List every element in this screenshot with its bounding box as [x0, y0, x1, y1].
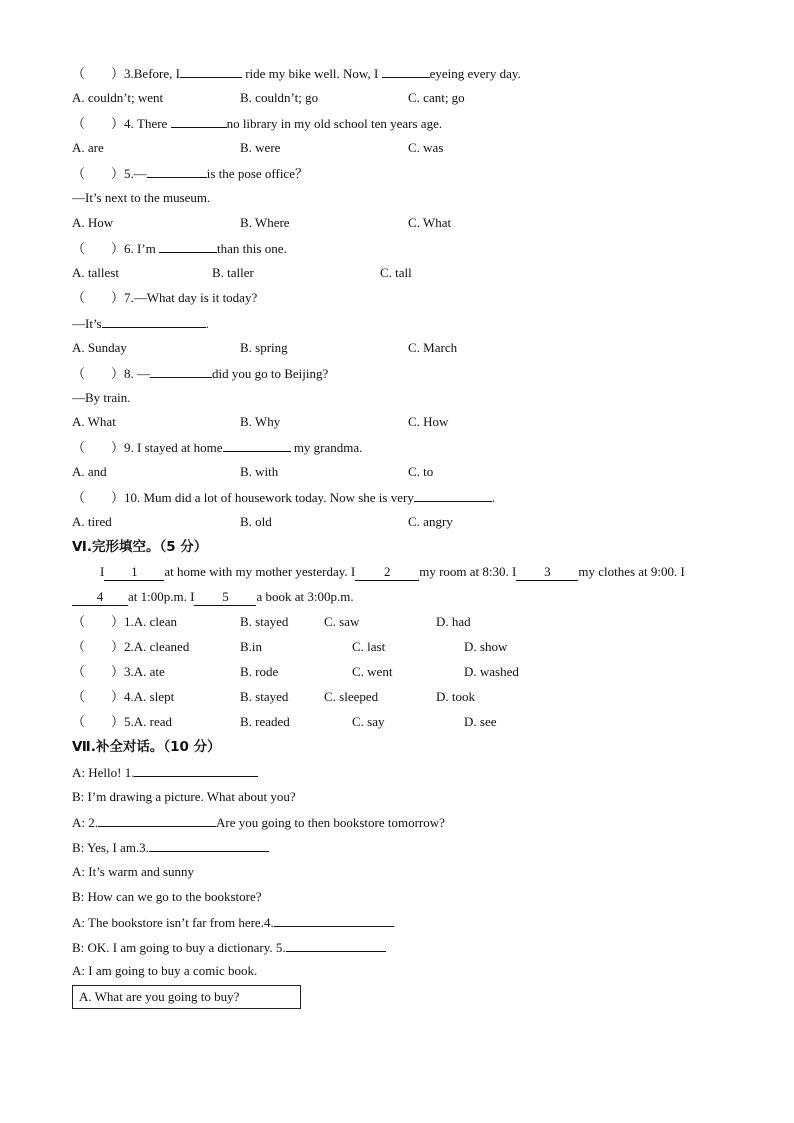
cloze-item-1[interactable]: （ ）1.A. clean — [72, 614, 178, 629]
question-stem: did you go to Beijing? — [212, 366, 329, 381]
answer-blank[interactable] — [414, 487, 492, 502]
dialog-line-4 — [72, 837, 269, 857]
option-a[interactable]: A. What — [72, 414, 116, 429]
option-a[interactable]: A. How — [72, 215, 114, 230]
option-b[interactable]: B. taller — [212, 265, 254, 280]
answer-blank[interactable] — [147, 163, 207, 178]
question-7: （ ）7.—What day is it today? — [72, 290, 258, 305]
answer-blank[interactable] — [382, 63, 430, 78]
question-10 — [72, 487, 495, 507]
option-b[interactable]: B. rode — [240, 664, 279, 679]
option-c[interactable]: C. was — [408, 140, 444, 155]
option-c[interactable]: C. went — [352, 664, 393, 679]
answer-blank[interactable] — [180, 63, 242, 78]
cloze-item-3[interactable]: （ ）3.A. ate — [72, 664, 165, 679]
option-b[interactable]: B. Where — [240, 215, 290, 230]
cloze-passage-line-2 — [72, 587, 354, 607]
cloze-blank-4[interactable]: 4 — [72, 589, 128, 606]
dialog-line-2: B: I’m drawing a picture. What about you? — [72, 789, 296, 804]
dialog-text: B: Yes, I am.3. — [72, 840, 149, 855]
option-b[interactable]: B.in — [240, 639, 263, 654]
passage-text: a book at 3:00p.m. — [256, 589, 354, 604]
passage-text: at home with my mother yesterday. I — [164, 564, 356, 579]
question-stem: （ ）10. Mum did a lot of housework today. Now she is very — [72, 490, 414, 505]
answer-blank[interactable] — [134, 762, 258, 777]
answer-blank[interactable] — [286, 937, 386, 952]
question-4 — [72, 113, 442, 133]
option-a[interactable]: A. tired — [72, 514, 112, 529]
question-3 — [72, 63, 521, 83]
cloze-blank-3[interactable]: 3 — [516, 564, 578, 581]
option-b[interactable]: B. old — [240, 514, 272, 529]
option-b[interactable]: B. stayed — [240, 689, 289, 704]
cloze-item-5[interactable]: （ ）5.A. read — [72, 714, 173, 729]
cloze-blank-2[interactable]: 2 — [355, 564, 419, 581]
option-b[interactable]: B. were — [240, 140, 281, 155]
option-c[interactable]: C. saw — [324, 614, 360, 629]
cloze-item-2[interactable]: （ ）2.A. cleaned — [72, 639, 190, 654]
question-stem: ride my bike well. Now, I — [241, 66, 382, 81]
option-d[interactable]: D. took — [436, 689, 475, 704]
option-b[interactable]: B. readed — [240, 714, 290, 729]
dialog-text: A: The bookstore isn’t far from here.4. — [72, 915, 274, 930]
option-d[interactable]: D. had — [436, 614, 471, 629]
question-stem: （ ）4. There — [72, 116, 171, 131]
passage-text: my clothes at 9:00. I — [578, 564, 685, 579]
option-c[interactable]: C. say — [352, 714, 385, 729]
option-c[interactable]: C. How — [408, 414, 449, 429]
option-c[interactable]: C. cant; go — [408, 90, 465, 105]
passage-text: my room at 8:30. I — [419, 564, 517, 579]
question-reply: —It’s next to the museum. — [72, 190, 211, 205]
cloze-blank-1[interactable]: 1 — [104, 564, 164, 581]
option-a[interactable]: A. and — [72, 464, 107, 479]
option-c[interactable]: C. angry — [408, 514, 453, 529]
dialog-text: Are you going to then bookstore tomorrow? — [216, 815, 445, 830]
option-b[interactable]: B. couldn’t; go — [240, 90, 319, 105]
option-c[interactable]: C. tall — [380, 265, 412, 280]
dialog-line-5: A: It’s warm and sunny — [72, 864, 195, 879]
passage-text: at 1:00p.m. I — [128, 589, 195, 604]
option-d[interactable]: D. show — [464, 639, 508, 654]
option-a[interactable]: A. couldn’t; went — [72, 90, 164, 105]
answer-blank[interactable] — [102, 313, 206, 328]
dialog-line-1 — [72, 762, 258, 782]
question-stem: is the pose office？ — [206, 166, 308, 181]
answer-blank[interactable] — [159, 238, 217, 253]
question-stem: than this one. — [217, 241, 287, 256]
passage-text: I — [100, 564, 105, 579]
question-stem: my grandma. — [290, 440, 363, 455]
question-9 — [72, 437, 362, 457]
section-heading-dialog: Ⅶ.补全对话。（10 分） — [72, 739, 221, 755]
option-b[interactable]: B. spring — [240, 340, 288, 355]
dialog-text: A: Hello! 1. — [72, 765, 135, 780]
dialog-text: B: OK. I am going to buy a dictionary. 5. — [72, 940, 286, 955]
option-a[interactable]: A. are — [72, 140, 104, 155]
dialog-line-9: A: I am going to buy a comic book. — [72, 963, 258, 978]
option-c[interactable]: C. March — [408, 340, 458, 355]
option-b[interactable]: B. Why — [240, 414, 281, 429]
option-c[interactable]: C. sleeped — [324, 689, 379, 704]
cloze-item-4[interactable]: （ ）4.A. slept — [72, 689, 175, 704]
question-8 — [72, 363, 328, 383]
option-c[interactable]: C. What — [408, 215, 452, 230]
answer-blank[interactable] — [223, 437, 291, 452]
option-d[interactable]: D. see — [464, 714, 497, 729]
question-5 — [72, 163, 308, 183]
option-b[interactable]: B. with — [240, 464, 279, 479]
option-a[interactable]: A. tallest — [72, 265, 119, 280]
question-stem: （ ）5.— — [72, 166, 147, 181]
option-d[interactable]: D. washed — [464, 664, 519, 679]
question-stem: . — [491, 490, 496, 505]
question-stem: eyeing every day. — [429, 66, 521, 81]
option-c[interactable]: C. last — [352, 639, 386, 654]
question-stem: （ ）3.Before, I — [72, 66, 180, 81]
answer-option-box: A. What are you going to buy? — [72, 985, 301, 1009]
dialog-text: A: 2. — [72, 815, 98, 830]
option-b[interactable]: B. stayed — [240, 614, 289, 629]
answer-blank[interactable] — [150, 363, 212, 378]
option-c[interactable]: C. to — [408, 464, 434, 479]
question-reply: —By train. — [72, 390, 131, 405]
cloze-blank-5[interactable]: 5 — [194, 589, 256, 606]
answer-blank[interactable] — [171, 113, 227, 128]
question-stem: no library in my old school ten years age. — [226, 116, 443, 131]
cloze-passage-line-1 — [100, 562, 685, 582]
section-heading-cloze: Ⅵ.完形填空。（5 分） — [72, 539, 208, 555]
question-stem: （ ）8. — — [72, 366, 151, 381]
dialog-line-3 — [72, 812, 445, 832]
answer-blank[interactable] — [149, 837, 269, 852]
question-reply — [72, 313, 209, 333]
dialog-line-6: B: How can we go to the bookstore? — [72, 889, 262, 904]
answer-blank[interactable] — [98, 812, 216, 827]
answer-blank[interactable] — [274, 912, 394, 927]
question-6 — [72, 238, 287, 258]
dialog-line-7 — [72, 912, 394, 932]
option-a[interactable]: A. Sunday — [72, 340, 127, 355]
question-stem: （ ）6. I’m — [72, 241, 160, 256]
question-stem: （ ）9. I stayed at home — [72, 440, 223, 455]
question-stem: —It’s — [72, 316, 102, 331]
dialog-line-8 — [72, 937, 386, 957]
question-stem: . — [205, 316, 209, 331]
